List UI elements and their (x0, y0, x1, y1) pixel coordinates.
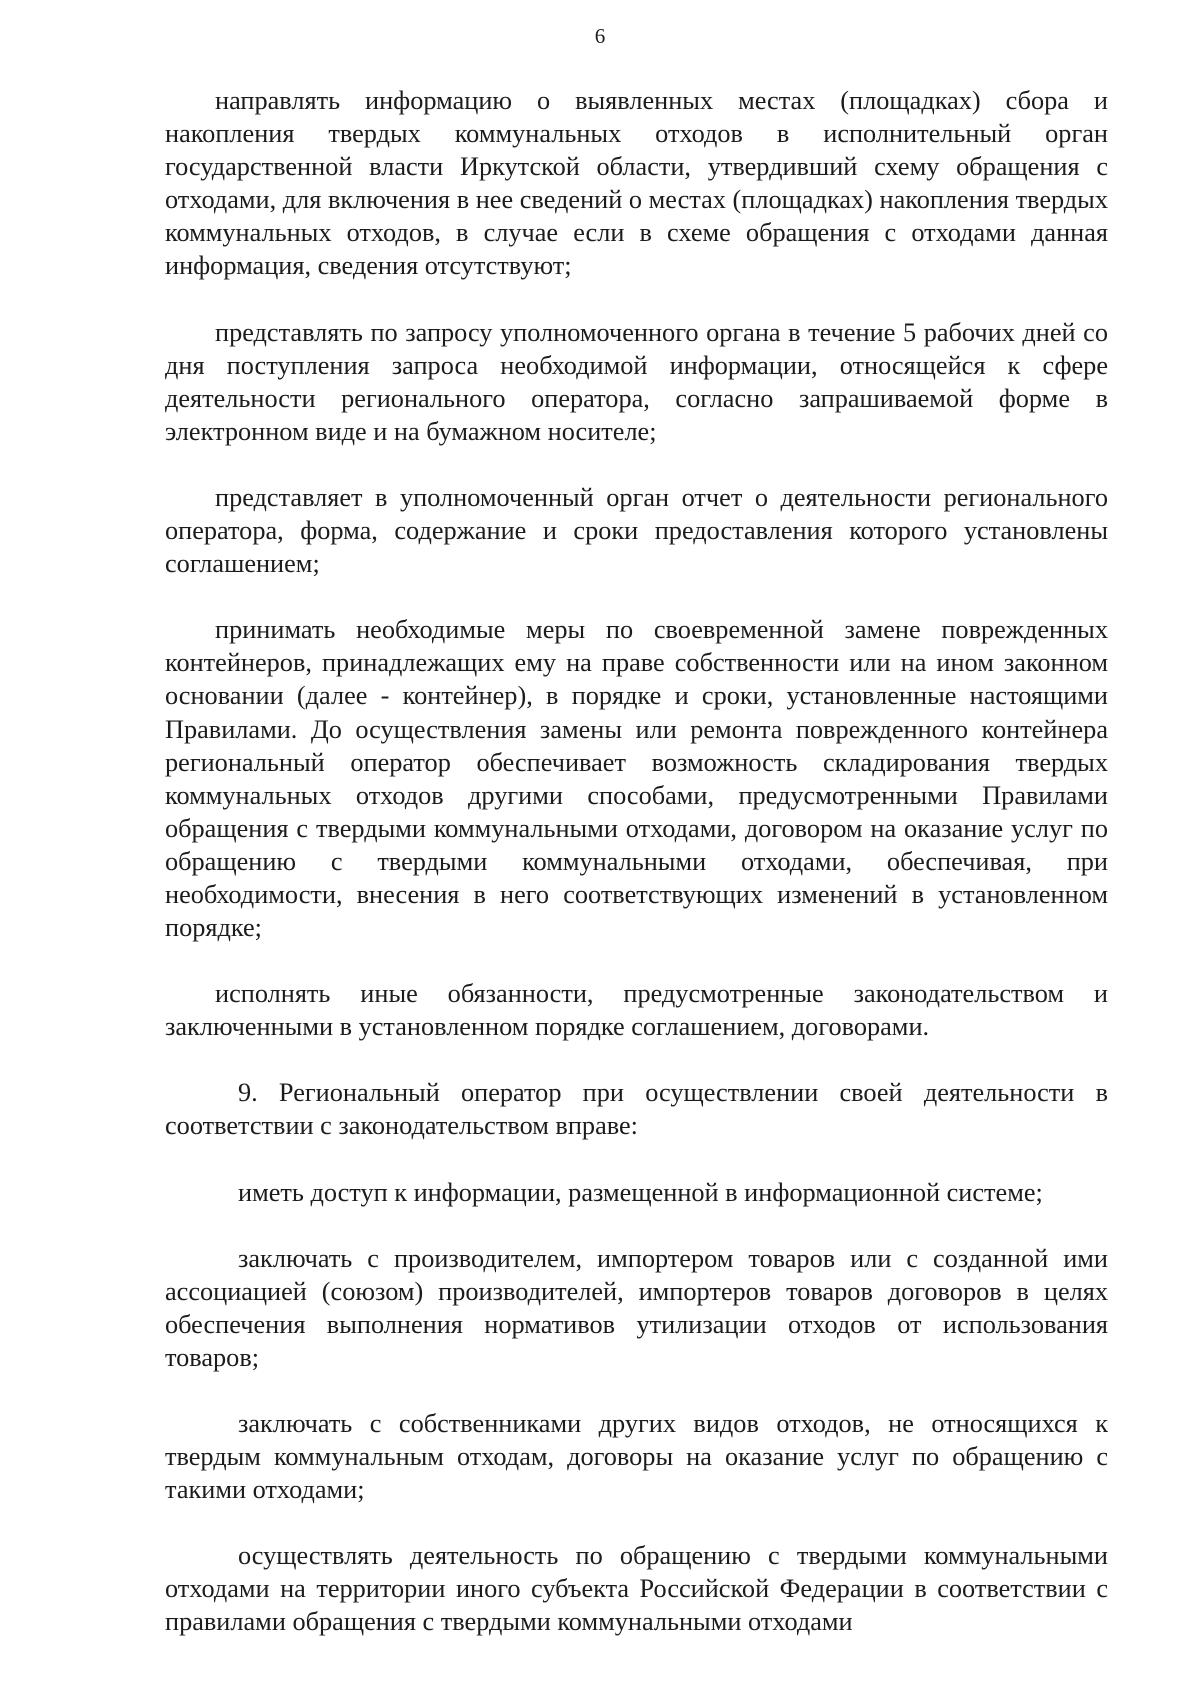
paragraph-producer-agreements: заключать с производителем, импортером товаров или с созданной ими ассоциацией (союзом) производителей, импортеров товаров договоров в целях обеспечения выполнения нормативов утилизации отходов от использования товаров; (165, 1243, 1108, 1372)
paragraph-replace-containers: принимать необходимые меры по своевременной замене поврежденных контейнеров, принадлежащих ему на праве собственности или на ином законном основании (далее - контейнер), в порядке и сроки, установленные настоящими Правилами. До осуществления замены или ремонта поврежденного контейнера региональный оператор обеспечивает возможность складирования твердых коммунальных отходов другими способами, предусмотренными Правилами обращения с твердыми коммунальными отходами, договором на оказание услуг по обращению с твердыми коммунальными отходами, обеспечивая, при необходимости, внесения в него соответствующих изменений в установленном порядке; (165, 615, 1108, 943)
paragraph-provide-information: представлять по запросу уполномоченного органа в течение 5 рабочих дней со дня поступления запроса необходимой информации, относящейся к сфере деятельности регионального оператора, согласно запрашиваемой форме в электронном виде и на бумажном носителе; (165, 317, 1108, 446)
paragraph-submit-report: представляет в уполномоченный орган отчет о деятельности регионального оператора, форма, содержание и сроки предоставления которого установлены соглашением; (165, 482, 1108, 579)
document-body (165, 84, 1108, 1639)
paragraph-other-duties: исполнять иные обязанности, предусмотренные законодательством и заключенными в установленном порядке соглашением, договорами. (165, 979, 1108, 1042)
paragraph-operator-rights-heading: 9. Региональный оператор при осуществлении своей деятельности в соответствии с законодательством вправе: (165, 1078, 1108, 1141)
paragraph-report-locations: направлять информацию о выявленных местах (площадках) сбора и накопления твердых коммунальных отходов в исполнительный орган государственной власти Иркутской области, утвердивший схему обращения с отходами, для включения в нее сведений о местах (площадках) накопления твердых коммунальных отходов, в случае если в схеме обращения с отходами данная информация, сведения отсутствуют; (165, 86, 1108, 281)
paragraph-other-region-activity: осуществлять деятельность по обращению с твердыми коммунальными отходами на территории иного субъекта Российской Федерации в соответствии с правилами обращения с твердыми коммунальными отходами (165, 1541, 1108, 1637)
paragraph-information-access: иметь доступ к информации, размещенной в информационной системе; (238, 1177, 1043, 1207)
paragraph-other-waste-contracts: заключать с собственниками других видов отходов, не относящихся к твердым коммунальным отходам, договоры на оказание услуг по обращению с такими отходами; (165, 1409, 1108, 1505)
page-number: 6 (594, 24, 606, 48)
